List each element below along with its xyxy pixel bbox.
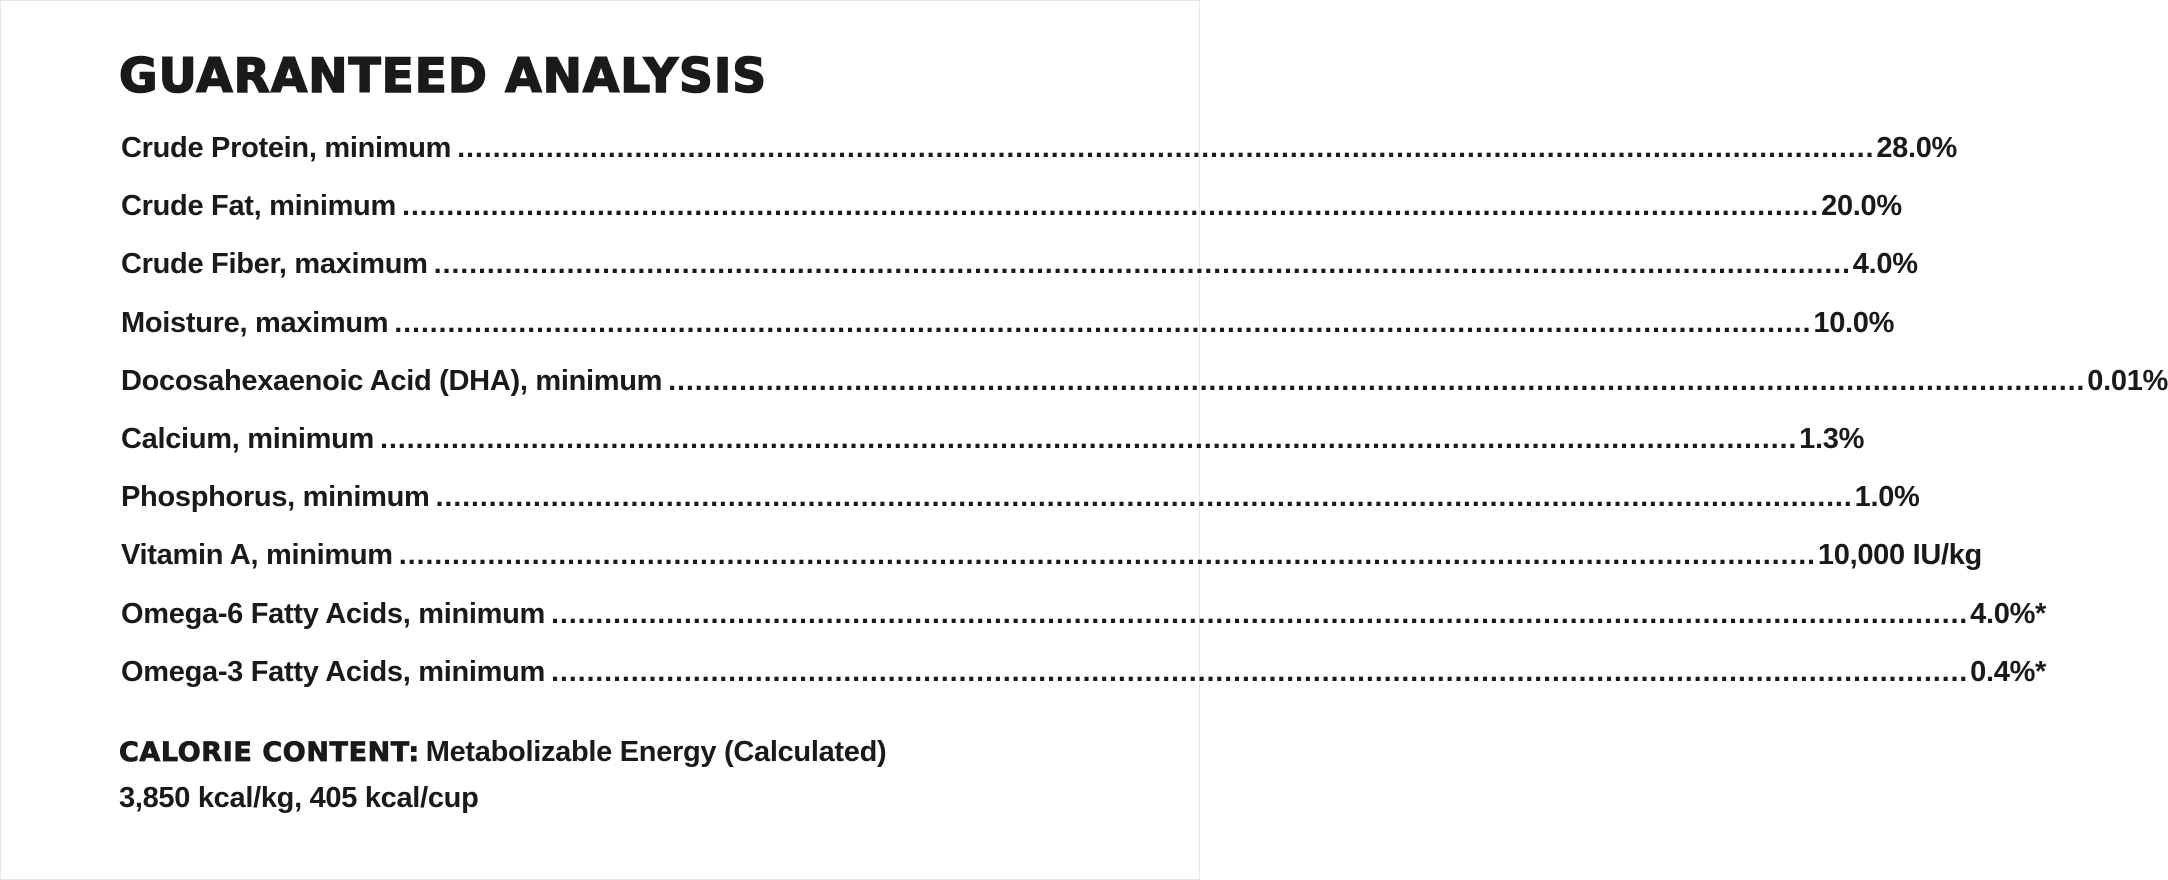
row-label: Omega-3 Fatty Acids, minimum bbox=[121, 655, 546, 688]
row-label: Phosphorus, minimum bbox=[121, 481, 430, 514]
row-label: Calcium, minimum bbox=[121, 422, 375, 455]
calorie-content bbox=[119, 736, 1079, 815]
row-value: 10,000 IU/kg bbox=[1817, 539, 1982, 572]
row-value: 28.0% bbox=[1876, 132, 1958, 164]
row-label: Crude Protein, minimum bbox=[121, 132, 452, 164]
dot-leader: ................................................................................................................................................................ bbox=[551, 597, 1969, 630]
row-value: 4.0% bbox=[1852, 248, 1918, 281]
row-value: 1.0% bbox=[1854, 481, 1920, 514]
dot-leader: ................................................................................................................................................................ bbox=[380, 422, 1798, 455]
row-label: Crude Fat, minimum bbox=[121, 190, 396, 223]
row-label: Moisture, maximum bbox=[121, 306, 389, 339]
analysis-row-crude-protein bbox=[121, 132, 1958, 190]
dot-leader: ................................................................................................................................................................ bbox=[457, 132, 1875, 164]
row-value: 0.4%* bbox=[1970, 655, 2047, 688]
row-label: Vitamin A, minimum bbox=[121, 539, 393, 572]
calorie-line bbox=[119, 736, 1079, 782]
row-value: 0.01% bbox=[2087, 364, 2168, 397]
analysis-row-phosphorus bbox=[121, 481, 1920, 539]
page-title: GUARANTEED ANALYSIS bbox=[119, 49, 768, 104]
row-label: Omega-6 Fatty Acids, minimum bbox=[121, 597, 546, 630]
row-label: Crude Fiber, maximum bbox=[121, 248, 428, 281]
analysis-row-crude-fiber bbox=[121, 248, 1918, 306]
calorie-heading: CALORIE CONTENT: bbox=[119, 737, 420, 768]
analysis-row-dha bbox=[121, 364, 2168, 423]
calorie-values: 3,850 kcal/kg, 405 kcal/cup bbox=[119, 782, 479, 814]
row-label: Docosahexaenoic Acid (DHA), minimum bbox=[121, 364, 663, 397]
analysis-row-omega-3 bbox=[121, 655, 2047, 714]
dot-leader: ................................................................................................................................................................ bbox=[398, 539, 1816, 572]
analysis-row-moisture bbox=[121, 306, 1895, 365]
analysis-table bbox=[121, 132, 2168, 714]
calorie-description: Metabolizable Energy (Calculated) bbox=[425, 736, 887, 768]
dot-leader: ................................................................................................................................................................ bbox=[435, 481, 1853, 514]
row-value: 20.0% bbox=[1821, 190, 1902, 223]
dot-leader: ................................................................................................................................................................ bbox=[394, 306, 1812, 339]
dot-leader: ................................................................................................................................................................ bbox=[551, 655, 1969, 688]
row-value: 4.0%* bbox=[1970, 597, 2047, 630]
dot-leader: ................................................................................................................................................................ bbox=[433, 248, 1851, 281]
row-value: 10.0% bbox=[1813, 306, 1895, 339]
analysis-row-calcium bbox=[121, 422, 1865, 481]
analysis-row-vitamin-a bbox=[121, 539, 1982, 597]
dot-leader: ................................................................................................................................................................ bbox=[668, 364, 2086, 397]
dot-leader: ................................................................................................................................................................ bbox=[401, 190, 1820, 223]
row-value: 1.3% bbox=[1799, 422, 1865, 455]
analysis-row-crude-fat bbox=[121, 190, 1902, 248]
analysis-row-omega-6 bbox=[121, 597, 2047, 656]
